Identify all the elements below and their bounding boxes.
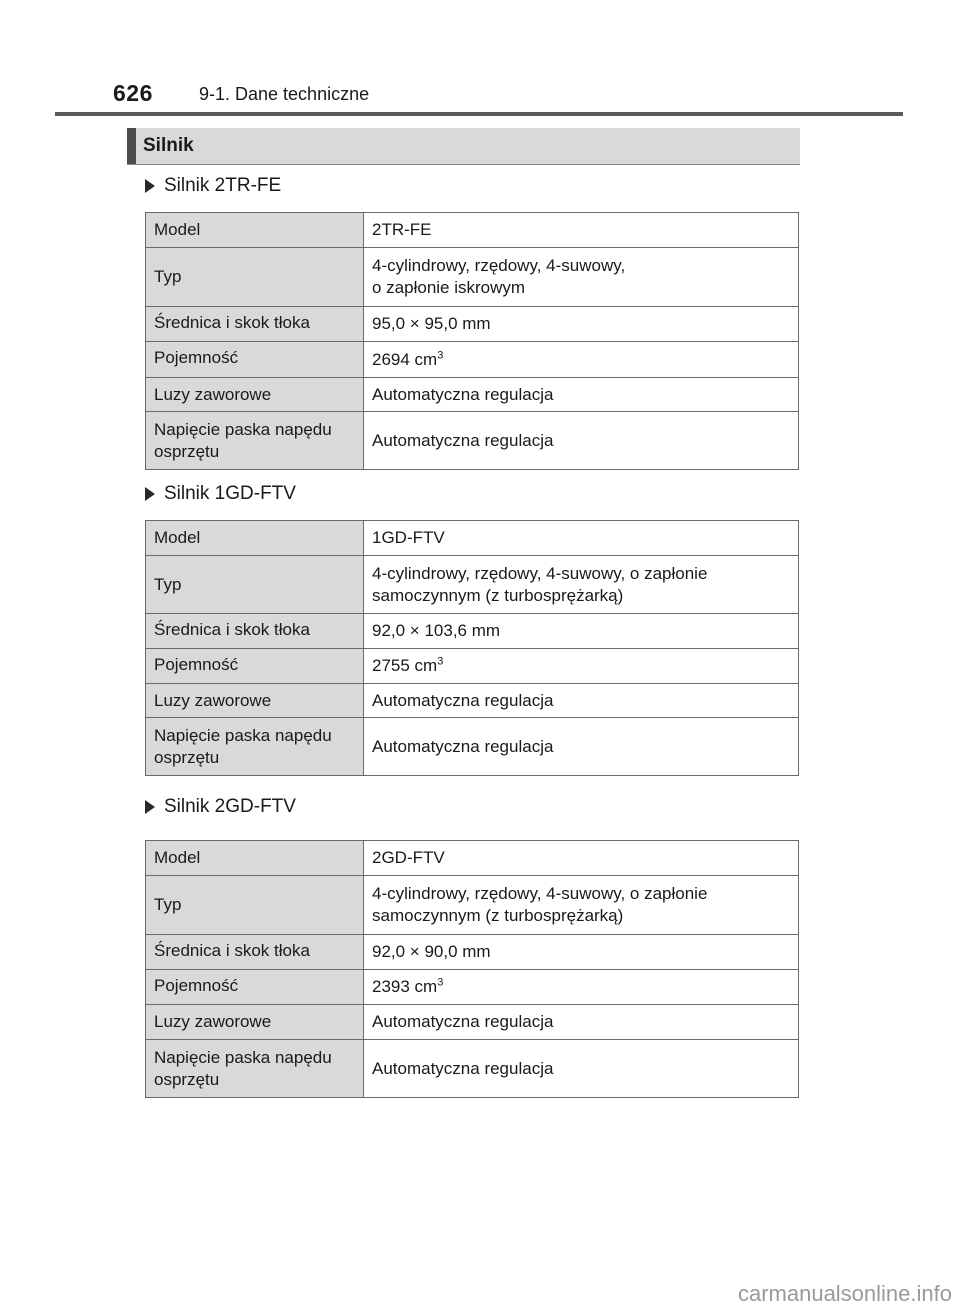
engine-heading-text: Silnik 2GD-FTV	[164, 796, 296, 817]
row-value: 2TR-FE	[364, 213, 799, 248]
row-label: Model	[146, 213, 364, 248]
table-row	[146, 614, 799, 649]
table-row	[146, 684, 799, 718]
row-value	[364, 970, 799, 1005]
spec-table-2gd-ftv	[145, 840, 799, 1098]
table-row	[146, 841, 799, 876]
value-line: 4-cylindrowy, rzędowy, 4-suwowy, o zapłonie	[372, 884, 708, 903]
row-value: Automatyczna regulacja	[364, 684, 799, 718]
table-row	[146, 378, 799, 412]
row-value	[364, 649, 799, 684]
label-line: osprzętu	[154, 747, 220, 767]
row-value: 95,0 × 95,0 mm	[364, 307, 799, 342]
value-line: o zapłonie iskrowym	[372, 278, 526, 297]
value-text: 2694 cm	[372, 349, 438, 369]
row-value: 2GD-FTV	[364, 841, 799, 876]
row-label: Pojemność	[146, 342, 364, 378]
row-value: Automatyczna regulacja	[364, 412, 799, 470]
spec-table-1gd-ftv	[145, 520, 799, 776]
row-label: Model	[146, 841, 364, 876]
row-value: Automatyczna regulacja	[364, 378, 799, 412]
row-value: Automatyczna regulacja	[364, 718, 799, 776]
value-line: samoczynnym (z turbosprężarką)	[372, 585, 624, 605]
row-value: 92,0 × 90,0 mm	[364, 935, 799, 970]
arrow-right-icon	[145, 800, 155, 814]
spec-table-2tr-fe	[145, 212, 799, 470]
row-value: Automatyczna regulacja	[364, 1005, 799, 1040]
table-row	[146, 521, 799, 556]
label-line: osprzętu	[154, 441, 220, 461]
row-label: Pojemność	[146, 649, 364, 684]
table-row	[146, 412, 799, 470]
table-row	[146, 649, 799, 684]
table-row	[146, 935, 799, 970]
value-line: samoczynnym (z turbosprężarką)	[372, 906, 624, 925]
row-label: Średnica i skok tłoka	[146, 614, 364, 649]
row-label: Typ	[146, 876, 364, 935]
label-line: Napięcie paska napędu	[154, 1047, 332, 1067]
row-label	[146, 412, 364, 470]
unit-superscript: 3	[437, 348, 444, 361]
page-number: 626	[113, 80, 153, 106]
section-bar	[127, 128, 800, 165]
table-row	[146, 1005, 799, 1040]
row-label: Typ	[146, 556, 364, 614]
row-label	[146, 718, 364, 776]
row-value: Automatyczna regulacja	[364, 1040, 799, 1098]
unit-superscript: 3	[437, 655, 444, 668]
arrow-right-icon	[145, 179, 155, 193]
table-row	[146, 556, 799, 614]
header-rule	[55, 112, 903, 116]
table-row	[146, 307, 799, 342]
label-line: osprzętu	[154, 1069, 220, 1089]
row-label: Pojemność	[146, 970, 364, 1005]
row-value	[364, 248, 799, 307]
row-value	[364, 342, 799, 378]
table-row	[146, 213, 799, 248]
page-header	[0, 0, 960, 116]
table-row	[146, 1040, 799, 1098]
engine-heading-text: Silnik 1GD-FTV	[164, 483, 296, 504]
watermark: carmanualsonline.info	[737, 1281, 952, 1306]
engine-heading-1gd-ftv	[145, 483, 296, 505]
table-row	[146, 248, 799, 307]
row-label: Typ	[146, 248, 364, 307]
label-line: Napięcie paska napędu	[154, 725, 332, 745]
arrow-right-icon	[145, 487, 155, 501]
engine-heading-2gd-ftv	[145, 796, 296, 818]
row-label: Średnica i skok tłoka	[146, 307, 364, 342]
section-title: Silnik	[143, 135, 194, 156]
row-label: Średnica i skok tłoka	[146, 935, 364, 970]
row-label: Model	[146, 521, 364, 556]
unit-superscript: 3	[437, 976, 444, 989]
engine-heading-text: Silnik 2TR-FE	[164, 175, 282, 196]
section-accent	[127, 128, 136, 164]
row-value	[364, 876, 799, 935]
value-line: 4-cylindrowy, rzędowy, 4-suwowy, o zapłonie	[372, 563, 708, 583]
table-row	[146, 718, 799, 776]
row-label	[146, 1040, 364, 1098]
value-line: 4-cylindrowy, rzędowy, 4-suwowy,	[372, 256, 626, 275]
row-value: 1GD-FTV	[364, 521, 799, 556]
table-row	[146, 342, 799, 378]
row-label: Luzy zaworowe	[146, 378, 364, 412]
row-value	[364, 556, 799, 614]
row-value: 92,0 × 103,6 mm	[364, 614, 799, 649]
table-row	[146, 970, 799, 1005]
engine-heading-2tr-fe	[145, 175, 281, 197]
label-line: Napięcie paska napędu	[154, 419, 332, 439]
value-text: 2393 cm	[372, 977, 438, 996]
chapter-title: 9-1. Dane techniczne	[199, 84, 370, 104]
table-row	[146, 876, 799, 935]
row-label: Luzy zaworowe	[146, 1005, 364, 1040]
row-label: Luzy zaworowe	[146, 684, 364, 718]
value-text: 2755 cm	[372, 656, 438, 675]
